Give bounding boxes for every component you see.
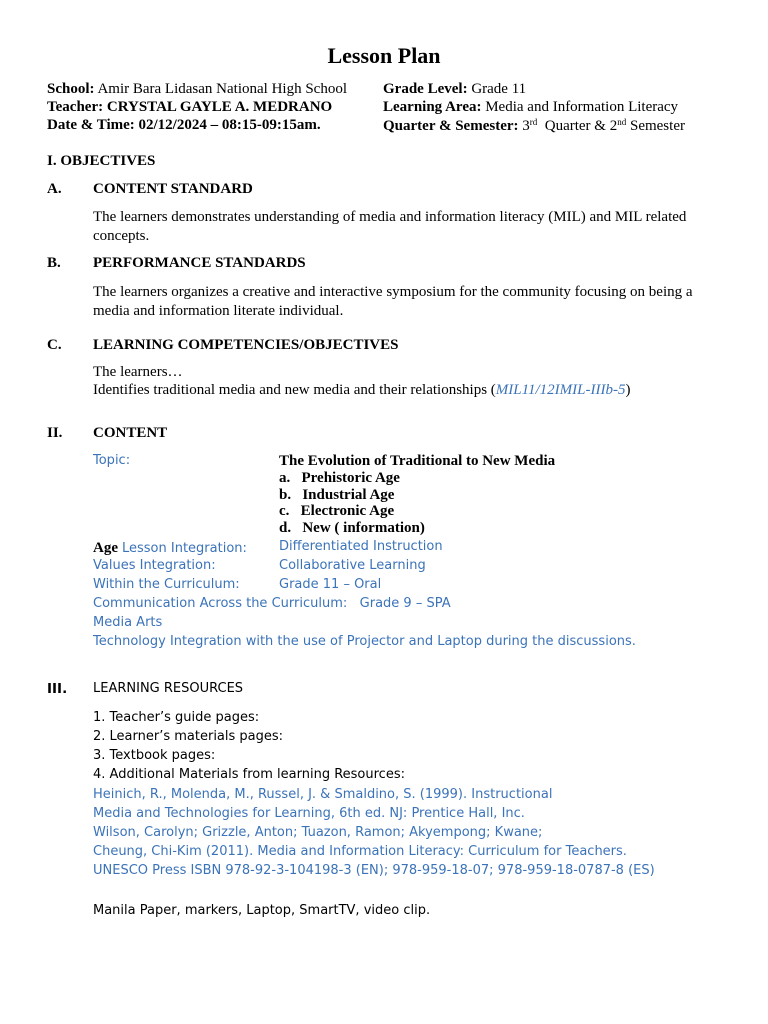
technology-integration: Technology Integration with the use of Projector and Laptop during the discussions.: [93, 634, 636, 649]
content-heading: CONTENT: [93, 425, 168, 441]
within-curriculum-label: Within the Curriculum:: [93, 577, 240, 592]
materials-line: Manila Paper, markers, Laptop, SmartTV, video clip.: [93, 903, 431, 918]
topic-item-letter: b.: [279, 487, 292, 503]
lesson-integration-line: [93, 539, 247, 557]
section-a-letter: A.: [47, 181, 62, 197]
resource-item: 1. Teacher’s guide pages:: [93, 710, 260, 725]
reference-line: Heinich, R., Molenda, M., Russel, J. & Smaldino, S. (1999). Instructional: [93, 787, 553, 802]
reference-line: Wilson, Carolyn; Grizzle, Anton; Tuazon, Ramon; Akyempong; Kwane;: [93, 825, 543, 840]
topic-item: [279, 470, 400, 487]
performance-standards-heading: PERFORMANCE STANDARDS: [93, 255, 306, 271]
content-numeral: II.: [47, 425, 63, 441]
teacher-line: [47, 99, 332, 116]
competency-close: ): [625, 382, 631, 398]
competencies-heading: LEARNING COMPETENCIES/OBJECTIVES: [93, 337, 399, 353]
lesson-integration-label: Lesson Integration:: [122, 541, 247, 556]
grade-label: Grade Level:: [383, 81, 468, 97]
school-label: School:: [47, 81, 95, 97]
semester-suffix: nd: [617, 117, 627, 127]
teacher-value: CRYSTAL GAYLE A. MEDRANO: [106, 99, 333, 115]
topic-item-text: Electronic Age: [300, 503, 395, 519]
across-curriculum-line: [93, 596, 451, 611]
competency-code: MIL11/12IMIL-IIIb-5: [495, 382, 626, 398]
topic-item-letter: d.: [279, 520, 292, 536]
reference-line: Media and Technologies for Learning, 6th ed. NJ: Prentice Hall, Inc.: [93, 806, 525, 821]
lesson-integration-value: Differentiated Instruction: [279, 539, 443, 554]
semester-text: Semester: [629, 118, 685, 134]
resources-heading: LEARNING RESOURCES: [93, 681, 244, 696]
topic-label: Topic:: [93, 453, 131, 468]
datetime-line: Date & Time: 02/12/2024 – 08:15-09:15am.: [47, 117, 321, 133]
values-integration-value: Collaborative Learning: [279, 558, 426, 573]
content-standard-text: The learners demonstrates understanding of media and information literacy (MIL) and MIL related concepts.: [93, 209, 687, 244]
quarter-suffix: rd: [529, 117, 538, 127]
media-arts: Media Arts: [93, 615, 163, 630]
quarter-semester-line: [383, 117, 685, 135]
qs-label: Quarter & Semester:: [383, 118, 519, 134]
reference-line: Cheung, Chi-Kim (2011). Media and Information Literacy: Curriculum for Teachers.: [93, 844, 627, 859]
area-value: Media and Information Literacy: [485, 99, 679, 115]
topic-item: [279, 520, 425, 537]
topic-title: The Evolution of Traditional to New Media: [279, 453, 556, 469]
age-word: Age: [93, 540, 118, 556]
across-curriculum-label: Communication Across the Curriculum:: [93, 596, 348, 611]
competency-line: [93, 382, 631, 399]
within-curriculum-value: Grade 11 – Oral: [279, 577, 382, 592]
across-curriculum-value: Grade 9 – SPA: [359, 596, 451, 611]
grade-value: Grade 11: [471, 81, 527, 97]
resource-item: 2. Learner’s materials pages:: [93, 729, 284, 744]
competencies-intro: The learners…: [93, 364, 183, 380]
values-integration-label: Values Integration:: [93, 558, 216, 573]
section-c-letter: C.: [47, 337, 62, 353]
topic-item-letter: c.: [279, 503, 290, 519]
topic-item-text: Industrial Age: [302, 487, 395, 503]
competency-text: Identifies traditional media and new media and their relationships (: [93, 382, 496, 398]
school-line: [47, 81, 347, 98]
area-line: [383, 99, 678, 116]
topic-item: [279, 503, 394, 520]
teacher-label: Teacher:: [47, 99, 104, 115]
objectives-heading: I. OBJECTIVES: [47, 153, 156, 169]
topic-item-letter: a.: [279, 470, 291, 486]
content-standard-heading: CONTENT STANDARD: [93, 181, 253, 197]
resource-item: 4. Additional Materials from learning Resources:: [93, 767, 405, 782]
quarter-number: 3: [522, 118, 530, 134]
topic-item-text: Prehistoric Age: [301, 470, 400, 486]
topic-item-text: New ( information): [302, 520, 425, 536]
grade-line: [383, 81, 526, 98]
page-title: Lesson Plan: [327, 43, 441, 68]
semester-number: 2: [609, 118, 618, 134]
reference-line: UNESCO Press ISBN 978-92-3-104198-3 (EN); 978-959-18-07; 978-959-18-0787-8 (ES): [93, 863, 655, 878]
topic-item: [279, 487, 394, 504]
school-value: Amir Bara Lidasan National High School: [97, 81, 347, 97]
quarter-text: Quarter &: [544, 118, 606, 134]
performance-standards-text: The learners organizes a creative and interactive symposium for the community focusing on being a media and information literate individual.: [93, 284, 693, 319]
resources-numeral: III.: [47, 681, 68, 697]
resource-item: 3. Textbook pages:: [93, 748, 216, 763]
section-b-letter: B.: [47, 255, 61, 271]
area-label: Learning Area:: [383, 99, 482, 115]
